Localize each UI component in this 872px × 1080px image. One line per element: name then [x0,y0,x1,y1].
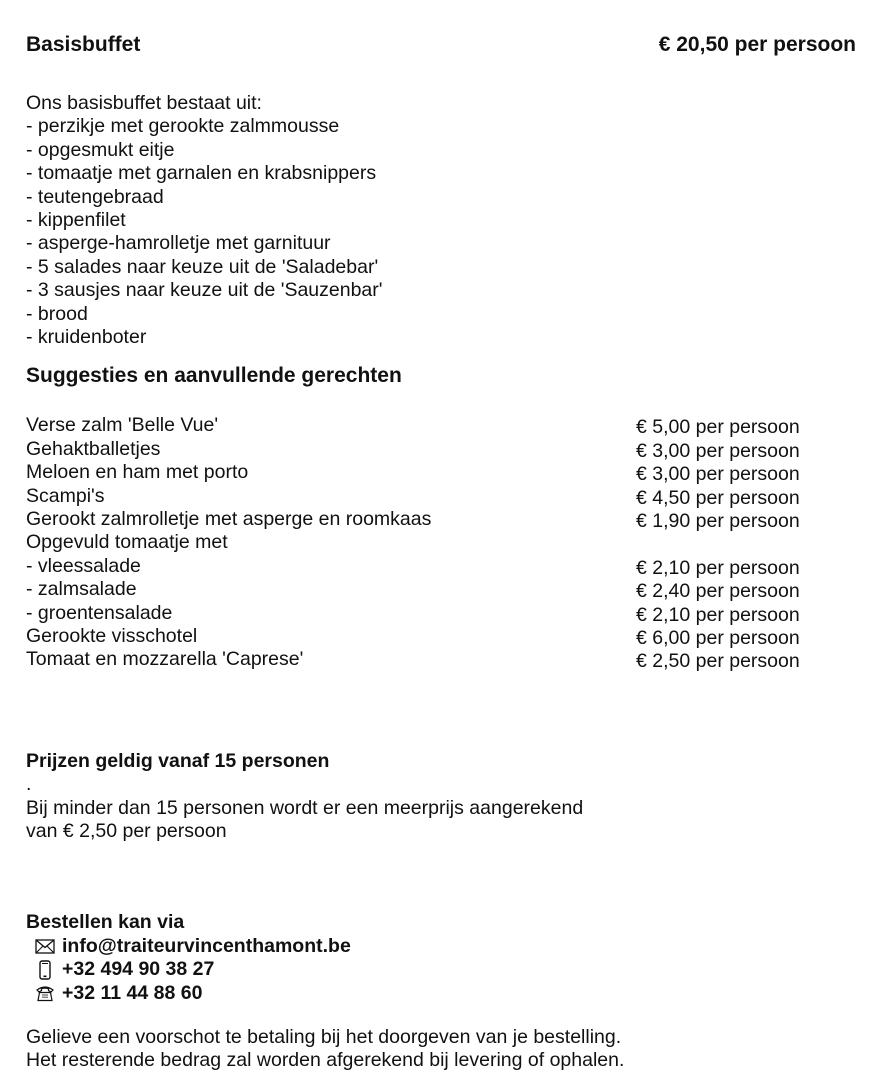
suggestion-name: Gerookt zalmrolletje met asperge en roomkaas [26,508,432,531]
suggestion-price: € 2,10 per persoon [636,603,800,626]
suggestion-row [26,648,856,671]
list-item: - brood [26,302,88,325]
suggestion-name: Gerookte visschotel [26,624,198,647]
suggestion-name: Scampi's [26,484,105,507]
suggestion-name: - groentensalade [26,601,173,624]
suggestion-name: - vleessalade [26,554,141,577]
suggestion-name: Verse zalm 'Belle Vue' [26,414,219,437]
suggestion-row [26,602,856,625]
list-item: - tomaatje met garnalen en krabsnippers [26,162,377,185]
suggestion-price: € 5,00 per persoon [636,416,800,439]
suggestion-name: Meloen en ham met porto [26,461,249,484]
suggestion-price: € 1,90 per persoon [636,510,800,533]
email-link[interactable]: info@traiteurvincenthamont.be [62,934,351,957]
suggestions-title: Suggesties en aanvullende gerechten [26,364,402,388]
list-item: - perzikje met gerookte zalmmousse [26,115,340,138]
suggestion-name: Gehaktballetjes [26,437,161,460]
list-item: - kruidenboter [26,326,147,349]
list-item: - kippenfilet [26,209,126,232]
suggestion-price: € 3,00 per persoon [636,439,800,462]
order-section [26,911,856,1005]
suggestion-name: - zalmsalade [26,578,137,601]
email-contact [26,935,856,958]
suggestion-row [26,414,856,437]
mobile-contact [26,958,856,981]
suggestion-price: € 2,50 per persoon [636,650,800,673]
suggestion-name: Tomaat en mozzarella 'Caprese' [26,648,304,671]
suggestion-price: € 2,40 per persoon [636,580,800,603]
footer-line-2: Het resterende bedrag zal worden afgerekend bij levering of ophalen. [26,1049,625,1072]
list-item: - 3 sausjes naar keuze uit de 'Sauzenbar' [26,279,383,302]
mobile-number[interactable]: +32 494 90 38 27 [62,958,215,981]
suggestion-name: Opgevuld tomaatje met [26,531,228,554]
basis-items [26,115,856,349]
suggestion-price: € 3,00 per persoon [636,463,800,486]
phone-contact [26,982,856,1005]
suggestion-price: € 4,50 per persoon [636,486,800,509]
prices-dot: . [26,773,32,796]
footer-note [26,1026,856,1073]
basis-title: Basisbuffet [26,33,141,56]
list-item: - teutengebraad [26,185,164,208]
suggestions-list [26,414,856,671]
list-item: - 5 salades naar keuze uit de 'Saladebar' [26,255,379,278]
envelope-icon [34,936,56,956]
order-title: Bestellen kan via [26,911,185,934]
suggestion-row [26,485,856,508]
suggestion-row [26,555,856,578]
list-item: - opgesmukt eitje [26,138,175,161]
basis-price: € 20,50 per persoon [658,33,856,56]
basis-header [26,32,856,58]
telephone-icon [34,983,56,1003]
prices-line-1: Bij minder dan 15 personen wordt er een meerprijs aangerekend [26,796,584,819]
list-item: - asperge-hamrolletje met garnituur [26,232,331,255]
prices-title: Prijzen geldig vanaf 15 personen [26,749,330,772]
mobile-phone-icon [34,960,56,980]
menu-page [26,32,856,1073]
prices-line-2: van € 2,50 per persoon [26,819,227,842]
suggestion-row [26,531,856,554]
suggestion-price: € 6,00 per persoon [636,626,800,649]
suggestion-row [26,461,856,484]
suggestion-row [26,578,856,601]
suggestion-row [26,625,856,648]
prices-note [26,750,856,844]
suggestion-price: € 2,10 per persoon [636,556,800,579]
footer-line-1: Gelieve een voorschot te betaling bij het doorgeven van je bestelling. [26,1025,622,1048]
phone-number[interactable]: +32 11 44 88 60 [62,981,203,1004]
suggestion-row [26,438,856,461]
suggestion-row [26,508,856,531]
basis-intro: Ons basisbuffet bestaat uit: [26,92,262,114]
